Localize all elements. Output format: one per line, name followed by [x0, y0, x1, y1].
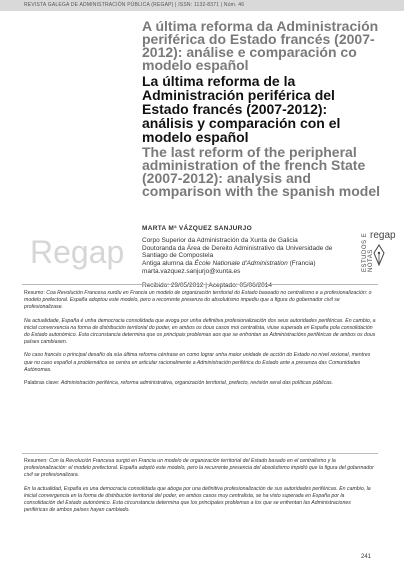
author-name: MARTA Mª VÁZQUEZ SANJURJO — [142, 225, 252, 232]
page-number: 241 — [361, 554, 372, 560]
abstract-galician — [24, 290, 376, 393]
regap-logo-left-text: Regap — [30, 234, 125, 270]
author-affiliation-4-prefix: Antiga alumna da — [142, 260, 195, 268]
running-head-text: REVISTA GALEGA DE ADMINISTRACIÓN PÚBLICA (REGAP) | ISSN: 1132-8371 | Núm. 46 — [24, 2, 245, 8]
section-label: ESTUDOS E NOTAS — [362, 232, 374, 272]
regap-logo-right — [370, 228, 398, 240]
divider-middle — [22, 453, 378, 454]
title-galician: A última reforma da Administración periférica do Estado francés (2007-2012): análise e comparación co modelo español — [142, 18, 379, 73]
abstract-gl-p3: No caso francés o principal desafío da súa última reforma céntrase en como lograr unha maior unidade de acción do Estado no nivel rexional, mentres que no caso español a problemática se centra en articular racionalmente a Administración periférica do Estado ante a presenza das Comunidades Autónomas. — [24, 352, 371, 373]
author-affiliation-3: Santiago de Compostela — [142, 252, 214, 260]
abstract-es-p1 — [24, 458, 376, 480]
abstract-gl-p2: Na actualidade, España é unha democracia consolidada que avoga por unha definitiva profesionalización dos seus autoridades periféricas. En cambio, a inicial converxencia na forma de distribución territorial do poder, en ambos os dous casos moi centralista, viuse superada en España pola consolidación do Estado autonómico. Esta circunstancia determina que os principais problemas aos que se enfrontan as Administracións periféricas de ambos os dous países cambiasen. — [24, 317, 376, 346]
keywords-gl-text: Administración periférica, reforma administrativa, organización territorial, prefecto, revisión xeral das políticas públicas. — [60, 380, 334, 387]
divider-top — [22, 284, 378, 285]
author-block — [142, 225, 342, 290]
title-spanish: La última reforma de la Administración periférica del Estado francés (2007-2012): análisis y comparación con el modelo español — [142, 73, 341, 145]
abstract-gl-p1-text: Coa Revolución Francesa xurdiu en Francia un modelo de organización territorial do Estado baseado no centralismo e a profesionalización: o modelo prefectoral. España adoptou este modelo, pero a recorrente presenza do absolutismo impediu que a figura do gobernador civil se profesionalizase. — [24, 290, 372, 311]
received-accepted-dates: Recibido: 29/05/2012 | Aceptado: 05/06/2014 — [142, 281, 272, 289]
title-english: The last reform of the peripheral administration of the french State (2007-2012): analysis and comparison with the spanish model — [142, 144, 381, 199]
regap-logo-left — [28, 230, 132, 272]
abstract-es-p1-text: Con la Revolución Francesa surgió en Francia un modelo de organización territorial del Estado basado en el centralismo y la profesionalización: el modelo prefectoral. España adoptó este modelo, pero la recurrente presencia del absolutismo impidió que la figura del gobernador civil se profesionalizara. — [24, 458, 374, 479]
author-affiliation-4-school: École Nationale d'Administration — [194, 260, 288, 268]
keywords-gl — [24, 380, 376, 387]
regap-logo-right-text: regap — [370, 230, 396, 240]
abstract-es-label: Resumen: — [24, 458, 48, 464]
author-affiliation-4-suffix: (Francia) — [287, 260, 316, 268]
article-titles — [142, 20, 382, 198]
author-email: marta.vazquez.sanjurjo@xunta.es — [142, 267, 241, 275]
abstract-es-p2: En la actualidad, España es una democracia consolidada que aboga por una definitiva profesionalización de sus autoridades periféricas. En cambio, la inicial convergencia en la forma de distribución territorial del poder, en ambos casos muy centralista, se ha visto superada en España por la consolidación del Estado autonómico. Esta circunstancia determina que los principales problemas a los que se enfrentan las Administraciones periféricas de ambos países hayan cambiado. — [24, 485, 371, 514]
running-header-bar — [0, 0, 404, 11]
keywords-gl-label: Palabras clave: — [24, 380, 60, 387]
abstract-gl-p1 — [24, 290, 376, 312]
author-affiliation-4 — [142, 260, 342, 268]
abstract-gl-label: Resumo: — [24, 290, 45, 296]
pen-nib-icon — [372, 244, 386, 266]
author-affiliation-1: Corpo Superior da Administración da Xunta de Galicia — [142, 236, 298, 244]
author-affiliation-2: Doutoranda da Área de Dereito Administrativo da Universidade de — [142, 244, 333, 252]
abstract-spanish — [24, 458, 376, 520]
